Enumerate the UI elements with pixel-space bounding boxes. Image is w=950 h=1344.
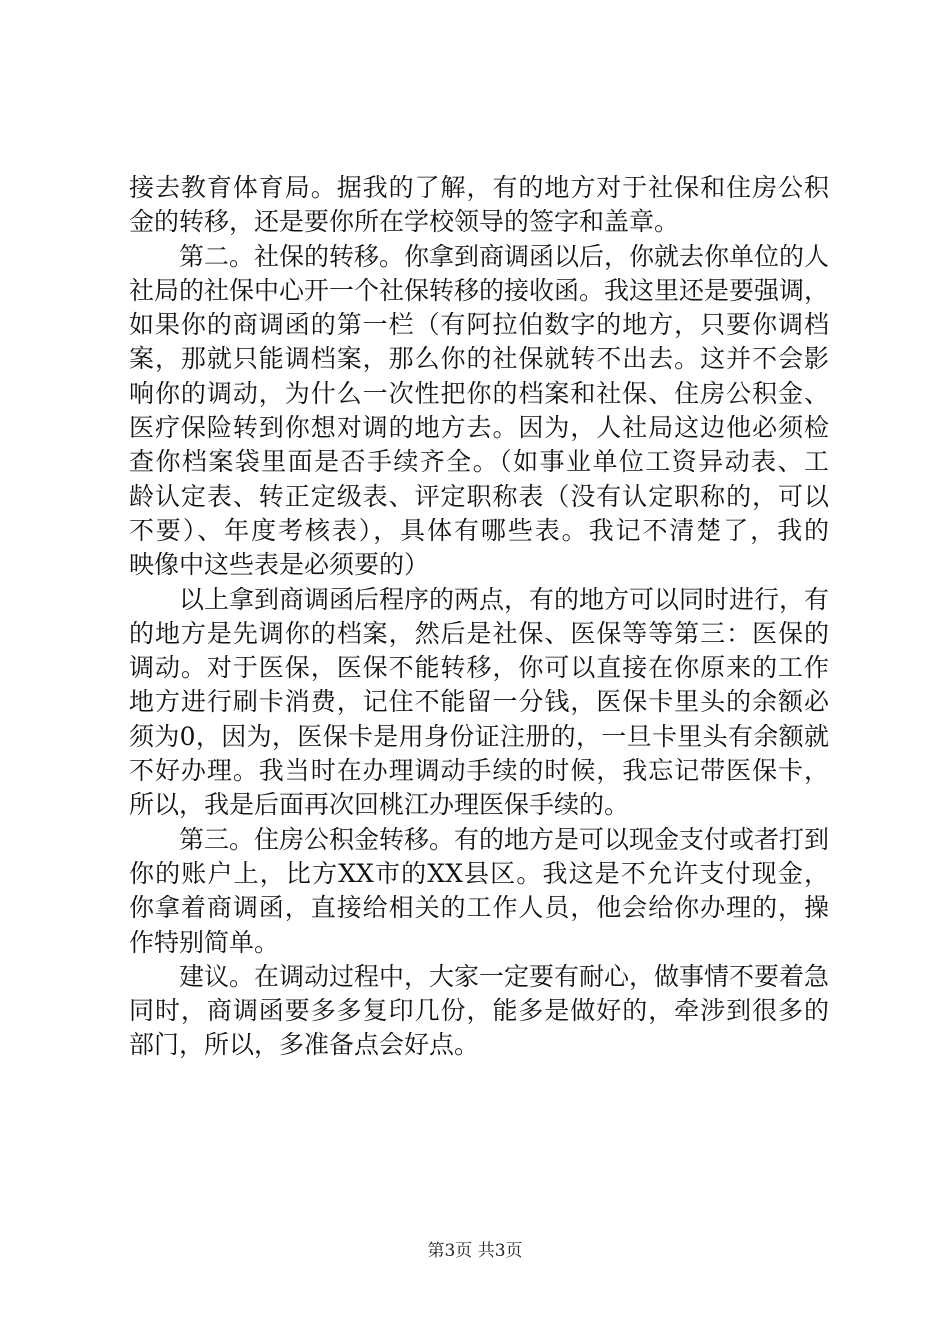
- document-body: [129, 171, 829, 1063]
- text-line: 作特别简单。: [129, 927, 280, 957]
- text-line: 地方进行刷卡消费，记住不能留一分钱，医保卡里头的余额必: [129, 687, 829, 717]
- text-line: 映像中这些表是必须要的）: [129, 550, 430, 580]
- text-line: 不好办理。我当时在办理调动手续的时候，我忘记带医保卡，: [129, 756, 829, 786]
- text-line: 查你档案袋里面是否手续齐全。（如事业单位工资异动表、工: [129, 447, 829, 477]
- text-line: 同时，商调函要多多复印几份，能多是做好的，牵涉到很多的: [129, 996, 829, 1026]
- page-number-footer: 第3页 共3页: [427, 1241, 523, 1261]
- text-line: 社局的社保中心开一个社保转移的接收函。我这里还是要强调，: [129, 275, 830, 305]
- paragraph-start-line: 建议。在调动过程中，大家一定要有耐心，做事情不要着急: [179, 961, 830, 991]
- text-line: 调动。对于医保，医保不能转移，你可以直接在你原来的工作: [129, 653, 829, 683]
- text-line: 所以，我是后面再次回桃江办理医保手续的。: [129, 790, 630, 820]
- text-line: 案，那就只能调档案，那么你的社保就转不出去。这并不会影: [129, 344, 829, 374]
- text-line: 医疗保险转到你想对调的地方去。因为，人社局这边他必须检: [129, 413, 829, 443]
- text-line: 你拿着商调函，直接给相关的工作人员，他会给你办理的，操: [129, 893, 829, 923]
- text-line: 龄认定表、转正定级表、评定职称表（没有认定职称的，可以: [129, 481, 829, 511]
- text-line: 不要）、年度考核表），具体有哪些表。我记不清楚了，我的: [129, 515, 829, 545]
- text-line: 金的转移，还是要你所在学校领导的签字和盖章。: [129, 207, 680, 237]
- text-line: 的地方是先调你的档案，然后是社保、医保等等第三：医保的: [129, 618, 829, 648]
- text-line: 响你的调动，为什么一次性把你的档案和社保、住房公积金、: [129, 378, 829, 408]
- paragraph-start-line: 以上拿到商调函后程序的两点，有的地方可以同时进行，有: [179, 584, 830, 614]
- text-line: 如果你的商调函的第一栏（有阿拉伯数字的地方，只要你调档: [129, 310, 829, 340]
- text-line: 部门，所以，多准备点会好点。: [129, 1030, 480, 1060]
- text-line: 须为0，因为，医保卡是用身份证注册的，一旦卡里头有余额就: [129, 721, 829, 751]
- text-line: 接去教育体育局。据我的了解，有的地方对于社保和住房公积: [129, 173, 829, 202]
- text-line: 你的账户上，比方XX市的XX县区。我这是不允许支付现金，: [129, 858, 829, 888]
- paragraph-start-line: 第三。住房公积金转移。有的地方是可以现金支付或者打到: [179, 824, 830, 854]
- paragraph-start-line: 第二。社保的转移。你拿到商调函以后，你就去你单位的人: [179, 241, 830, 271]
